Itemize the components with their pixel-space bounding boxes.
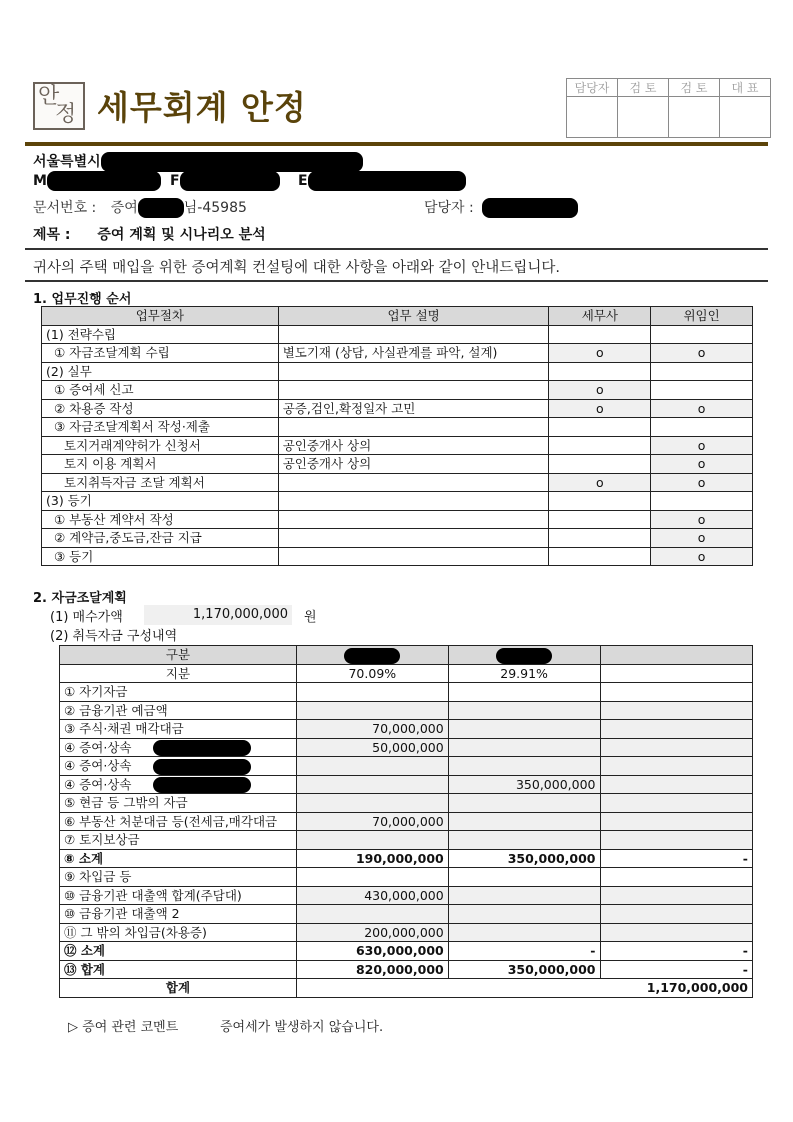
table-row: [42, 344, 753, 363]
grand-total-row: [60, 979, 753, 998]
desc-cell: [278, 473, 549, 492]
tax-cell: [549, 455, 651, 474]
step-cell: (3) 등기: [42, 492, 279, 511]
step-cell: 토지취득자금 조달 계획서: [42, 473, 279, 492]
value-c: [600, 738, 753, 757]
value-c: [600, 720, 753, 739]
step-cell: 토지 이용 계획서: [42, 455, 279, 474]
value-b: [448, 886, 600, 905]
value-b: [448, 683, 600, 702]
client-cell: o: [651, 436, 753, 455]
approval-header: 검 토: [618, 79, 669, 97]
value-b: [448, 720, 600, 739]
row-label: ② 금융기관 예금액: [60, 701, 297, 720]
value-b: 350,000,000: [448, 775, 600, 794]
price-label: (1) 매수가액: [50, 610, 123, 625]
client-cell: o: [651, 529, 753, 548]
redacted-block: [308, 171, 466, 191]
client-cell: [651, 492, 753, 511]
desc-cell: 공인중개사 상의: [278, 436, 549, 455]
share-c: [600, 664, 753, 683]
contact-f: [170, 171, 280, 191]
value-a: [296, 794, 448, 813]
client-cell: o: [651, 510, 753, 529]
table-row: [42, 547, 753, 566]
address-prefix: 서울특별시: [33, 154, 101, 170]
approval-signature-cell: [618, 97, 669, 138]
tax-cell: [549, 529, 651, 548]
column-header-category: 구분: [60, 646, 297, 665]
table-row: [60, 942, 753, 961]
column-header: 업무 설명: [278, 307, 549, 326]
approval-signature-cell: [567, 97, 618, 138]
tax-cell: [549, 510, 651, 529]
table-row: [42, 418, 753, 437]
table-row: [60, 701, 753, 720]
approval-header: 검 토: [669, 79, 720, 97]
price-unit: 원: [304, 610, 317, 625]
column-header: 업무절차: [42, 307, 279, 326]
doc-number-line: [33, 197, 247, 218]
table-row: [60, 738, 753, 757]
column-header: 위임인: [651, 307, 753, 326]
value-b: [448, 905, 600, 924]
value-a: 70,000,000: [296, 812, 448, 831]
column-header-person-a: [296, 646, 448, 665]
value-c: [600, 923, 753, 942]
row-label: ③ 주식·채권 매각대금: [60, 720, 297, 739]
table-row: [42, 529, 753, 548]
value-c: [600, 812, 753, 831]
brand-name: 세무회계 안정: [97, 88, 307, 127]
redacted-block: [344, 648, 400, 664]
row-label: ⑩ 금융기관 대출액 합계(주담대): [60, 886, 297, 905]
step-cell: 토지거래계약허가 신청서: [42, 436, 279, 455]
table-row: [60, 720, 753, 739]
funding-table: [59, 645, 753, 998]
table-row: [42, 325, 753, 344]
redacted-block: [496, 648, 552, 664]
desc-cell: 공증,검인,확정일자 고민: [278, 399, 549, 418]
value-b: [448, 812, 600, 831]
row-label-text: ④ 증여·상속: [64, 776, 132, 792]
table-row: [60, 849, 753, 868]
client-cell: o: [651, 399, 753, 418]
contact-e-label: E: [298, 173, 308, 189]
value-c: [600, 775, 753, 794]
subject-line: [33, 224, 266, 244]
value-c: [600, 831, 753, 850]
table-row: [60, 812, 753, 831]
doc-number-label: 문서번호 :: [33, 200, 97, 216]
value-a: [296, 905, 448, 924]
tax-cell: [549, 418, 651, 437]
table-row: [60, 757, 753, 776]
value-b: -: [448, 942, 600, 961]
subject-value: 증여 계획 및 시나리오 분석: [97, 227, 266, 243]
row-label: ⑥ 부동산 처분대금 등(전세금,매각대금: [60, 812, 297, 831]
value-b: [448, 831, 600, 850]
tax-cell: [549, 492, 651, 511]
value-b: 350,000,000: [448, 960, 600, 979]
table-row: [42, 510, 753, 529]
value-b: [448, 738, 600, 757]
value-a: 50,000,000: [296, 738, 448, 757]
desc-cell: [278, 418, 549, 437]
desc-cell: [278, 529, 549, 548]
value-b: [448, 923, 600, 942]
contact-f-label: F: [170, 173, 180, 189]
section2-title: 2. 자금조달계획: [33, 591, 127, 606]
tax-cell: o: [549, 381, 651, 400]
step-cell: ① 증여세 신고: [42, 381, 279, 400]
redacted-block: [153, 777, 251, 793]
step-cell: ② 차용증 작성: [42, 399, 279, 418]
table-row: [60, 683, 753, 702]
redacted-block: [138, 198, 184, 218]
section1-title: 1. 업무진행 순서: [33, 292, 132, 307]
row-label-text: ④ 증여·상속: [64, 739, 132, 755]
row-label: ⑬ 합계: [60, 960, 297, 979]
table-row: [60, 886, 753, 905]
client-cell: [651, 325, 753, 344]
desc-cell: [278, 547, 549, 566]
value-b: [448, 868, 600, 887]
step-cell: (2) 실무: [42, 362, 279, 381]
value-a: [296, 775, 448, 794]
redacted-block: [153, 740, 251, 756]
composition-label: (2) 취득자금 구성내역: [50, 629, 178, 644]
desc-cell: [278, 381, 549, 400]
value-a: [296, 868, 448, 887]
grand-total-value: 1,170,000,000: [296, 979, 752, 998]
value-b: [448, 757, 600, 776]
desc-cell: [278, 510, 549, 529]
redacted-block: [482, 198, 578, 218]
value-a: [296, 757, 448, 776]
value-c: [600, 701, 753, 720]
share-b: 29.91%: [448, 664, 600, 683]
value-a: 630,000,000: [296, 942, 448, 961]
tax-cell: [549, 547, 651, 566]
client-cell: o: [651, 547, 753, 566]
step-cell: ② 계약금,중도금,잔금 지급: [42, 529, 279, 548]
desc-cell: [278, 325, 549, 344]
table-row: [42, 362, 753, 381]
table-row: [42, 381, 753, 400]
step-cell: ① 부동산 계약서 작성: [42, 510, 279, 529]
tax-cell: o: [549, 399, 651, 418]
desc-cell: 공인중개사 상의: [278, 455, 549, 474]
client-cell: [651, 362, 753, 381]
redacted-block: [153, 759, 251, 775]
table-row: [60, 905, 753, 924]
tax-cell: [549, 325, 651, 344]
desc-cell: [278, 362, 549, 381]
row-label: ⑪ 그 밖의 차입금(차용증): [60, 923, 297, 942]
doc-number-prefix: 증여: [110, 200, 138, 216]
column-header: 세무사: [549, 307, 651, 326]
approval-header: 대 표: [720, 79, 771, 97]
step-cell: ③ 자금조달계획서 작성·제출: [42, 418, 279, 437]
comment-label: ▷ 증여 관련 코멘트: [68, 1020, 179, 1035]
table-row: [60, 794, 753, 813]
value-c: [600, 683, 753, 702]
table-row: [60, 868, 753, 887]
doc-number-suffix: 님-45985: [183, 200, 247, 216]
header-divider: [25, 142, 768, 146]
contact-e: [298, 171, 466, 191]
column-header-person-b: [448, 646, 600, 665]
value-a: [296, 683, 448, 702]
logo-glyph-bottom: 정: [55, 102, 77, 127]
manager-label: 담당자 :: [424, 200, 474, 216]
table-row: [42, 436, 753, 455]
subject-label: 제목 :: [33, 227, 71, 243]
intro-bottom-rule: [25, 280, 768, 282]
value-c: [600, 757, 753, 776]
client-cell: o: [651, 344, 753, 363]
address-line: [33, 151, 363, 172]
contact-line: [33, 171, 161, 191]
value-a: 430,000,000: [296, 886, 448, 905]
row-label: ⑦ 토지보상금: [60, 831, 297, 850]
value-c: [600, 886, 753, 905]
desc-cell: [278, 492, 549, 511]
table-row: [42, 399, 753, 418]
value-c: -: [600, 942, 753, 961]
table-row: [42, 455, 753, 474]
share-label: 지분: [60, 664, 297, 683]
value-b: 350,000,000: [448, 849, 600, 868]
table-row: [42, 492, 753, 511]
row-label-text: ④ 증여·상속: [64, 758, 132, 773]
approval-stamp-table: [566, 78, 771, 138]
table-row: [60, 831, 753, 850]
tax-cell: o: [549, 473, 651, 492]
row-label: ① 자기자금: [60, 683, 297, 702]
workflow-table: [41, 306, 753, 566]
value-a: 200,000,000: [296, 923, 448, 942]
row-label: ⑨ 차입금 등: [60, 868, 297, 887]
approval-signature-cell: [669, 97, 720, 138]
comment-value: 증여세가 발생하지 않습니다.: [220, 1020, 384, 1035]
row-label: [60, 775, 297, 794]
grand-total-label: 합계: [60, 979, 297, 998]
row-label: ⑩ 금융기관 대출액 2: [60, 905, 297, 924]
intro-text: 귀사의 주택 매입을 위한 증여계획 컨설팅에 대한 사항을 아래와 같이 안내드립니다.: [33, 260, 560, 276]
value-a: 70,000,000: [296, 720, 448, 739]
step-cell: ③ 등기: [42, 547, 279, 566]
price-value: 1,170,000,000: [144, 605, 292, 625]
client-cell: o: [651, 473, 753, 492]
client-cell: [651, 381, 753, 400]
value-a: [296, 831, 448, 850]
value-b: [448, 701, 600, 720]
client-cell: o: [651, 455, 753, 474]
contact-m-label: M: [33, 173, 47, 189]
value-a: 190,000,000: [296, 849, 448, 868]
share-a: 70.09%: [296, 664, 448, 683]
value-a: 820,000,000: [296, 960, 448, 979]
row-label: [60, 757, 297, 776]
redacted-block: [101, 152, 363, 172]
table-row: [42, 473, 753, 492]
row-label: ⑤ 현금 등 그밖의 자금: [60, 794, 297, 813]
table-row: [60, 960, 753, 979]
tax-cell: [549, 362, 651, 381]
manager-line: [424, 197, 578, 218]
value-c: -: [600, 849, 753, 868]
tax-cell: o: [549, 344, 651, 363]
row-label: ⑧ 소계: [60, 849, 297, 868]
intro-top-rule: [25, 248, 768, 250]
logo: [33, 82, 85, 130]
redacted-block: [47, 171, 161, 191]
row-label: ⑫ 소계: [60, 942, 297, 961]
value-c: [600, 905, 753, 924]
client-cell: [651, 418, 753, 437]
value-a: [296, 701, 448, 720]
table-row: [60, 775, 753, 794]
desc-cell: 별도기재 (상담, 사실관계를 파악, 설계): [278, 344, 549, 363]
logo-glyph-top: 안: [38, 84, 60, 109]
redacted-block: [180, 171, 280, 191]
value-c: -: [600, 960, 753, 979]
approval-signature-cell: [720, 97, 771, 138]
step-cell: (1) 전략수립: [42, 325, 279, 344]
value-c: [600, 868, 753, 887]
row-label: [60, 738, 297, 757]
table-row: [60, 923, 753, 942]
approval-header: 담당자: [567, 79, 618, 97]
column-header-extra: [600, 646, 753, 665]
value-c: [600, 794, 753, 813]
tax-cell: [549, 436, 651, 455]
step-cell: ① 자금조달계획 수립: [42, 344, 279, 363]
value-b: [448, 794, 600, 813]
